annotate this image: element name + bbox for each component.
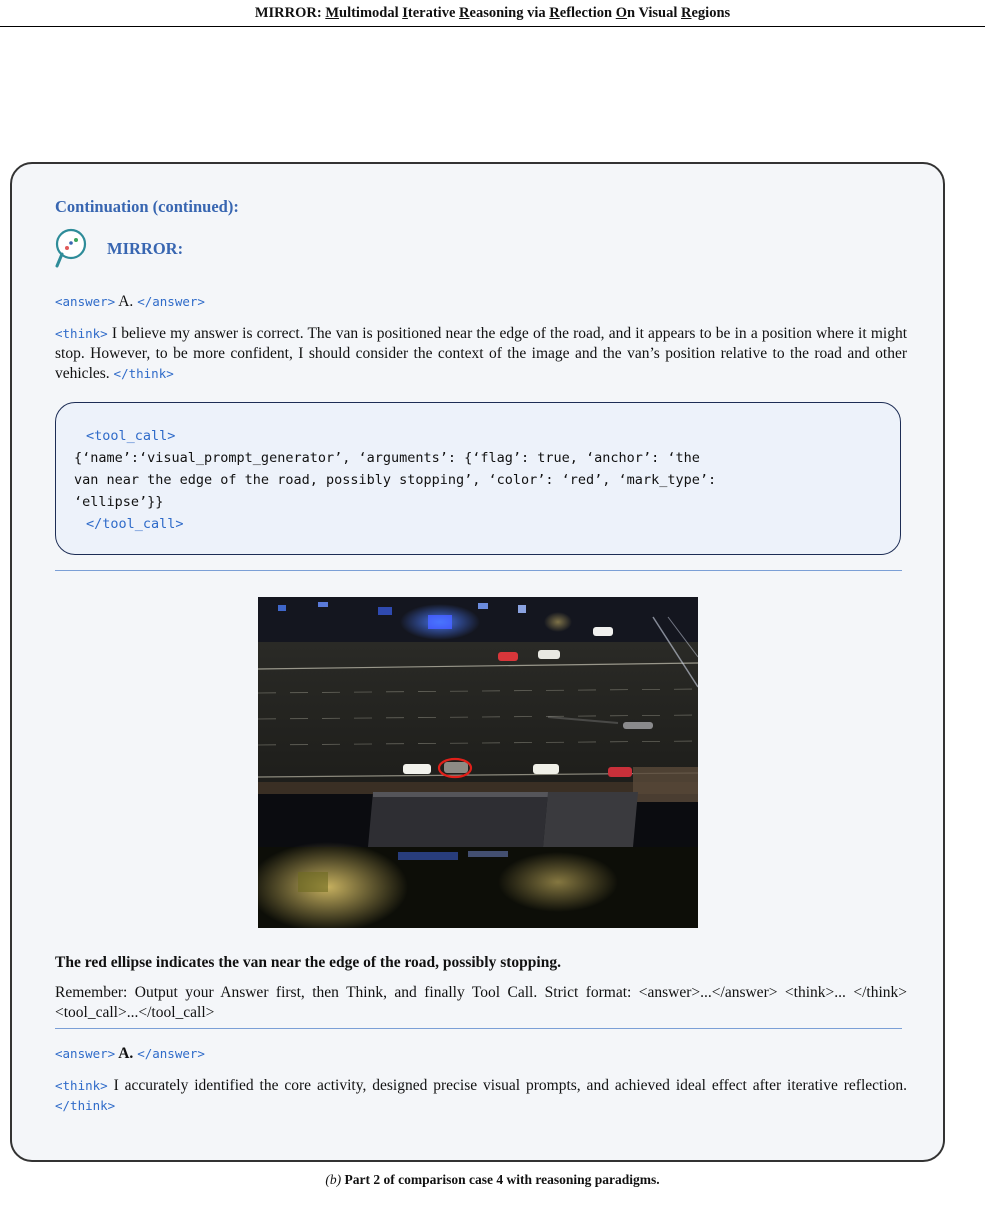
answer-close-tag: </answer> <box>137 1046 205 1061</box>
night-road-photo <box>258 597 698 928</box>
answer-text: A. <box>115 1045 138 1062</box>
figure-caption <box>0 1172 985 1188</box>
tool-call-open-tag: <tool_call> <box>86 428 176 444</box>
tool-call-line-1: {‘name’:‘visual_prompt_generator’, ‘arguments’: {‘flag’: true, ‘anchor’: ‘the <box>74 450 700 466</box>
think-text: I accurately identified the core activity, designed precise visual prompts, and achieved ideal effect after iterative reflection. <box>107 1077 907 1094</box>
figure-label: (b) <box>325 1172 342 1187</box>
header-fragment: O <box>615 5 628 21</box>
think-close-tag: </think> <box>113 366 174 381</box>
header-fragment: n Visual <box>627 5 682 21</box>
think-open-tag: <think> <box>55 326 108 341</box>
think-paragraph-1 <box>55 324 907 384</box>
header-fragment: R <box>549 5 560 21</box>
running-header-title <box>255 5 730 21</box>
tool-call-box <box>55 402 901 555</box>
header-fragment: MIRROR: <box>254 5 326 21</box>
running-header <box>0 0 985 27</box>
tool-call-line-3: ‘ellipse’}} <box>74 494 164 510</box>
header-fragment: egions <box>691 5 731 21</box>
first-answer <box>55 292 205 312</box>
divider <box>55 570 902 571</box>
think-open-tag: <think> <box>55 1078 108 1093</box>
header-fragment: ultimodal <box>339 5 403 21</box>
reasoning-panel <box>10 162 945 1162</box>
header-fragment: easoning via <box>469 5 550 21</box>
panel-heading: Continuation (continued): <box>55 197 239 216</box>
format-reminder: Remember: Output your Answer first, then Think, and finally Tool Call. Strict format: <answer>...</answer> <think>... </think><tool_call>...</tool_call> <box>55 984 907 1021</box>
header-fragment: R <box>681 5 692 21</box>
tool-call-line-2: van near the edge of the road, possibly stopping’, ‘color’: ‘red’, ‘mark_type’: <box>74 472 717 488</box>
think-close-tag: </think> <box>55 1098 116 1113</box>
think-text: I believe my answer is correct. The van is positioned near the edge of the road, and it appears to be in a position where it might stop. However, to be more confident, I should consider the context of the image and the van’s position relative to the road and other vehicles. <box>55 325 907 382</box>
answer-close-tag: </answer> <box>137 294 205 309</box>
answer-text: A. <box>115 293 138 310</box>
header-fragment: I <box>402 5 408 21</box>
header-fragment: eflection <box>559 5 616 21</box>
think-paragraph-2 <box>55 1076 907 1116</box>
final-answer <box>55 1044 205 1064</box>
tool-call-close-tag: </tool_call> <box>86 516 184 532</box>
figure-caption-text: Part 2 of comparison case 4 with reasoning paradigms. <box>344 1172 660 1187</box>
answer-open-tag: <answer> <box>55 294 116 309</box>
image-caption: The red ellipse indicates the van near the edge of the road, possibly stopping. <box>55 954 561 971</box>
header-fragment: terative <box>407 5 460 21</box>
divider <box>55 1028 902 1029</box>
header-fragment: M <box>325 5 339 21</box>
agent-name: MIRROR: <box>107 239 184 258</box>
answer-open-tag: <answer> <box>55 1046 116 1061</box>
header-fragment: R <box>459 5 470 21</box>
magnifier-icon <box>53 228 89 268</box>
